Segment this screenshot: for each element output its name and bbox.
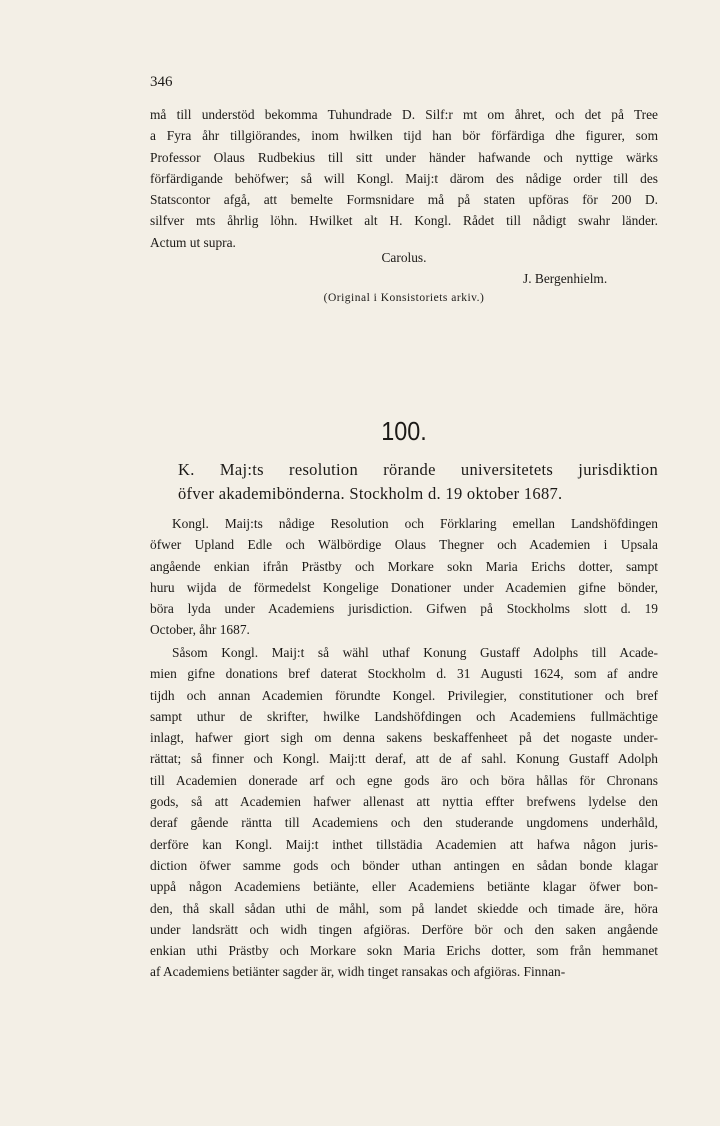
text-line: enkian uthi Prästby och Morkare sokn Maria Erichs dotter, som från hemmanet xyxy=(150,943,658,959)
page-number: 346 xyxy=(150,74,173,90)
paragraph-1 xyxy=(150,513,658,641)
text-line: sampt uthur de skrifter, hwilke Landshöfdingen och Academiens fullmächtige xyxy=(150,708,658,724)
text-line: gods, så att Academien hafwer allenast att nyttia effter brefwens lydelse den xyxy=(150,794,658,810)
text-line: öfwer Upland Edle och Wälbördige Olaus Thegner och Academien i Upsala xyxy=(150,537,658,553)
text-line: a Fyra åhr tillgiörandes, inom hwilken tijd han bör förfärdiga dhe figurer, som xyxy=(150,128,658,144)
text-line: böra lyda under Academiens jurisdiction. Gifwen på Stockholms slott d. 19 xyxy=(150,601,658,617)
text-line: förfärdigande behöfwer; så will Kongl. Maij:t därom des nådige order till des xyxy=(150,170,658,186)
text-line: silfver mts åhrlig löhn. Hwilket alt H. Kongl. Rådet till nådigt swahr länder. xyxy=(150,213,658,229)
text-line: diction öfwer samme gods och bönder uthan antingen en sådan bonde klagar xyxy=(150,857,658,873)
text-line: huru wijda de förmedelst Kongelige Donationer under Academien gifne bönder, xyxy=(150,579,658,595)
top-paragraph xyxy=(150,104,658,253)
signature-secretary: J. Bergenhielm. xyxy=(523,271,608,286)
text-line: Actum ut supra. xyxy=(150,234,236,250)
text-line: tijdh och annan Academien förundte Kongel. Privilegier, constitutioner och bref xyxy=(150,687,658,703)
document-number: 100. xyxy=(381,416,427,446)
document-heading xyxy=(178,458,658,506)
text-line: October, åhr 1687. xyxy=(150,622,250,638)
text-line: under landsrätt och widh tingen afgiöras. Derföre bör och den saken angående xyxy=(150,921,658,937)
text-line: Statscontor afgå, att bemelte Formsnidare må på staten upföras för 200 D. xyxy=(150,192,658,208)
paragraph-2 xyxy=(150,642,658,983)
text-line: Professor Olaus Rudbekius till sitt under händer hafwande och nyttige wärks xyxy=(150,149,658,165)
text-line: öfver akademibönderna. Stockholm d. 19 oktober 1687. xyxy=(178,484,563,503)
text-line: deraf gående räntta till Academiens och den studerande ungdomens underhåld, xyxy=(150,815,658,831)
text-line: den, thå skall sådan uthi de måhl, som på landet skiedde och timade äre, höra xyxy=(150,900,658,916)
text-line: må till understöd bekomma Tuhundrade D. Silf:r mt om åhret, och det på Tree xyxy=(150,107,658,122)
text-line: mien gifne donations bref daterat Stockholm d. 31 Augusti 1624, som af andre xyxy=(150,666,658,682)
source-note: (Original i Konsistoriets arkiv.) xyxy=(323,292,485,304)
text-line: Såsom Kongl. Maij:t så wähl uthaf Konung Gustaff Adolphs till Acade- xyxy=(172,645,658,660)
text-line: till Academien donerade arf och egne gods äro och böra hållas för Chronans xyxy=(150,772,658,788)
text-line: rättat; så finner och Kongl. Maij:tt deraf, att de af sahl. Konung Gustaff Adolph xyxy=(150,751,658,767)
text-line: K. Maj:ts resolution rörande universitetets jurisdiktion xyxy=(178,460,658,479)
text-line: inlagt, hafwer giort sigh om denna sakens beskaffenheet på det nogaste under- xyxy=(150,730,658,746)
text-line: derföre kan Kongl. Maij:t inthet tillstädia Academien att hafwa någon juris- xyxy=(150,836,658,852)
text-line: angående enkian ifrån Prästby och Morkare sokn Maria Erichs dotter, sampt xyxy=(150,558,658,574)
signature-king: Carolus. xyxy=(381,250,427,265)
text-line: af Academiens betiänter sagder är, widh tinget ransakas och afgiöras. Finnan- xyxy=(150,964,566,980)
text-line: uppå någon Academiens betiänte, eller Academiens betiänte klagar öfwer bon- xyxy=(150,879,658,895)
text-line: Kongl. Maij:ts nådige Resolution och Förklaring emellan Landshöfdingen xyxy=(172,516,658,531)
